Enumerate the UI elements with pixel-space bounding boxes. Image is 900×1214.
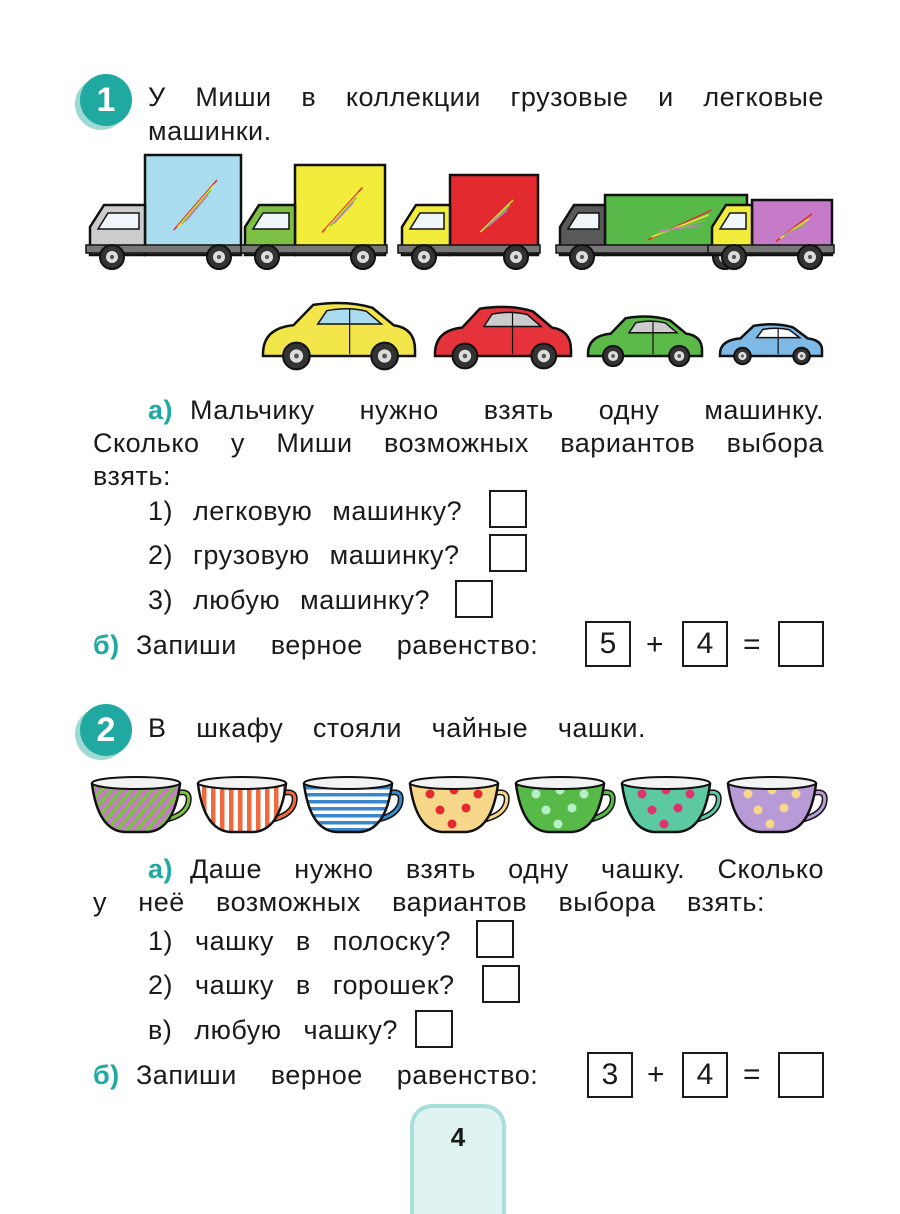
- plus-sign: +: [646, 628, 664, 661]
- task1-question-3: 3) любую машинку?: [148, 585, 430, 615]
- cups-illustration: [88, 772, 828, 842]
- task2-a-line2: [93, 885, 765, 919]
- word: машинку.: [704, 395, 824, 425]
- word: одну: [508, 854, 569, 884]
- task2-question-1: 1) чашку в полоску?: [148, 926, 451, 956]
- task1-intro-line1: [148, 80, 824, 114]
- page-number: 4: [450, 1122, 466, 1152]
- word: у: [93, 887, 107, 917]
- truck-5: [708, 200, 834, 269]
- task1-question-2: 2) грузовую машинку?: [148, 540, 460, 570]
- cup-6: [622, 777, 719, 832]
- task1-question-1: 1) легковую машинку?: [148, 496, 463, 526]
- trucks-illustration: [80, 150, 840, 285]
- word: Даше: [190, 854, 262, 884]
- word: чашку.: [601, 854, 686, 884]
- task1-a-line2: [93, 426, 824, 460]
- task1-intro-line2: машинки.: [148, 116, 272, 146]
- word: взять: [405, 854, 476, 884]
- answer-box-task2-sum[interactable]: [778, 1052, 824, 1098]
- word: взять:: [687, 887, 765, 917]
- word: легковые: [703, 82, 824, 112]
- answer-box-task1-q2[interactable]: [489, 534, 527, 572]
- answer-box-task2-q2[interactable]: [482, 965, 520, 1003]
- cup-7: [728, 777, 825, 832]
- word: возможных: [216, 887, 361, 917]
- word: одну: [598, 395, 660, 425]
- truck-2: [241, 165, 387, 269]
- truck-1: [86, 155, 243, 269]
- car-2: [435, 307, 571, 369]
- task2-number-badge: 2: [80, 704, 132, 756]
- task1-a-label: а): [148, 395, 174, 425]
- word: Сколько: [93, 428, 200, 458]
- word: вариантов: [560, 428, 696, 458]
- word: возможных: [384, 428, 529, 458]
- answer-box-task1-sum[interactable]: [778, 621, 824, 667]
- word: взять: [483, 395, 554, 425]
- task1-b-text: Запиши верное равенство:: [136, 630, 539, 660]
- task1-a-line1: [190, 393, 824, 427]
- word: грузовые: [510, 82, 629, 112]
- word: В: [148, 713, 167, 743]
- word: у: [230, 428, 245, 458]
- word: и: [658, 82, 674, 112]
- word: Мальчику: [190, 395, 315, 425]
- word: Сколько: [717, 854, 824, 884]
- task2-b-label: б): [93, 1060, 120, 1090]
- task1-a-line3: взять:: [93, 461, 171, 491]
- cup-3: [304, 777, 401, 839]
- task1-number-badge: 1: [80, 74, 132, 126]
- equation-term-a: 5: [585, 621, 631, 667]
- word: коллекции: [345, 82, 481, 112]
- car-4: [720, 324, 822, 364]
- task1-b-label: б): [93, 630, 120, 660]
- task2-b-text: Запиши верное равенство:: [136, 1060, 539, 1090]
- equation-term-b: 4: [682, 1052, 728, 1098]
- task2-a-label: а): [148, 854, 174, 884]
- word: шкафу: [196, 713, 284, 743]
- word: стояли: [312, 713, 402, 743]
- word: Миши: [276, 428, 353, 458]
- word: чашки.: [557, 713, 646, 743]
- task2-question-2: 2) чашку в горошек?: [148, 970, 455, 1000]
- word: Миши: [195, 82, 272, 112]
- equals-sign: =: [743, 1058, 761, 1091]
- word: У: [148, 82, 166, 112]
- word: вариантов: [392, 887, 528, 917]
- word: выбора: [558, 887, 656, 917]
- page-number-tab: [410, 1104, 506, 1214]
- answer-box-task1-q3[interactable]: [455, 580, 493, 618]
- car-3: [588, 317, 702, 367]
- cup-4: [410, 777, 507, 832]
- answer-box-task1-q1[interactable]: [489, 490, 527, 528]
- car-1: [263, 303, 415, 369]
- cup-5: [516, 777, 613, 832]
- answer-box-task2-q3[interactable]: [415, 1010, 453, 1048]
- plus-sign: +: [647, 1058, 665, 1091]
- cup-2: [198, 772, 295, 842]
- task2-a-line1: [190, 852, 824, 886]
- word: нужно: [359, 395, 439, 425]
- equation-term-a: 3: [587, 1052, 633, 1098]
- answer-box-task2-q1[interactable]: [476, 920, 514, 958]
- cars-illustration: [255, 290, 835, 380]
- word: неё: [138, 887, 185, 917]
- task2-intro: [148, 711, 646, 745]
- word: выбора: [726, 428, 824, 458]
- word: нужно: [294, 854, 374, 884]
- equation-term-b: 4: [682, 621, 728, 667]
- task2-question-3: в) любую чашку?: [148, 1015, 398, 1045]
- equals-sign: =: [743, 628, 761, 661]
- truck-3: [398, 175, 540, 269]
- word: чайные: [431, 713, 529, 743]
- word: в: [301, 82, 317, 112]
